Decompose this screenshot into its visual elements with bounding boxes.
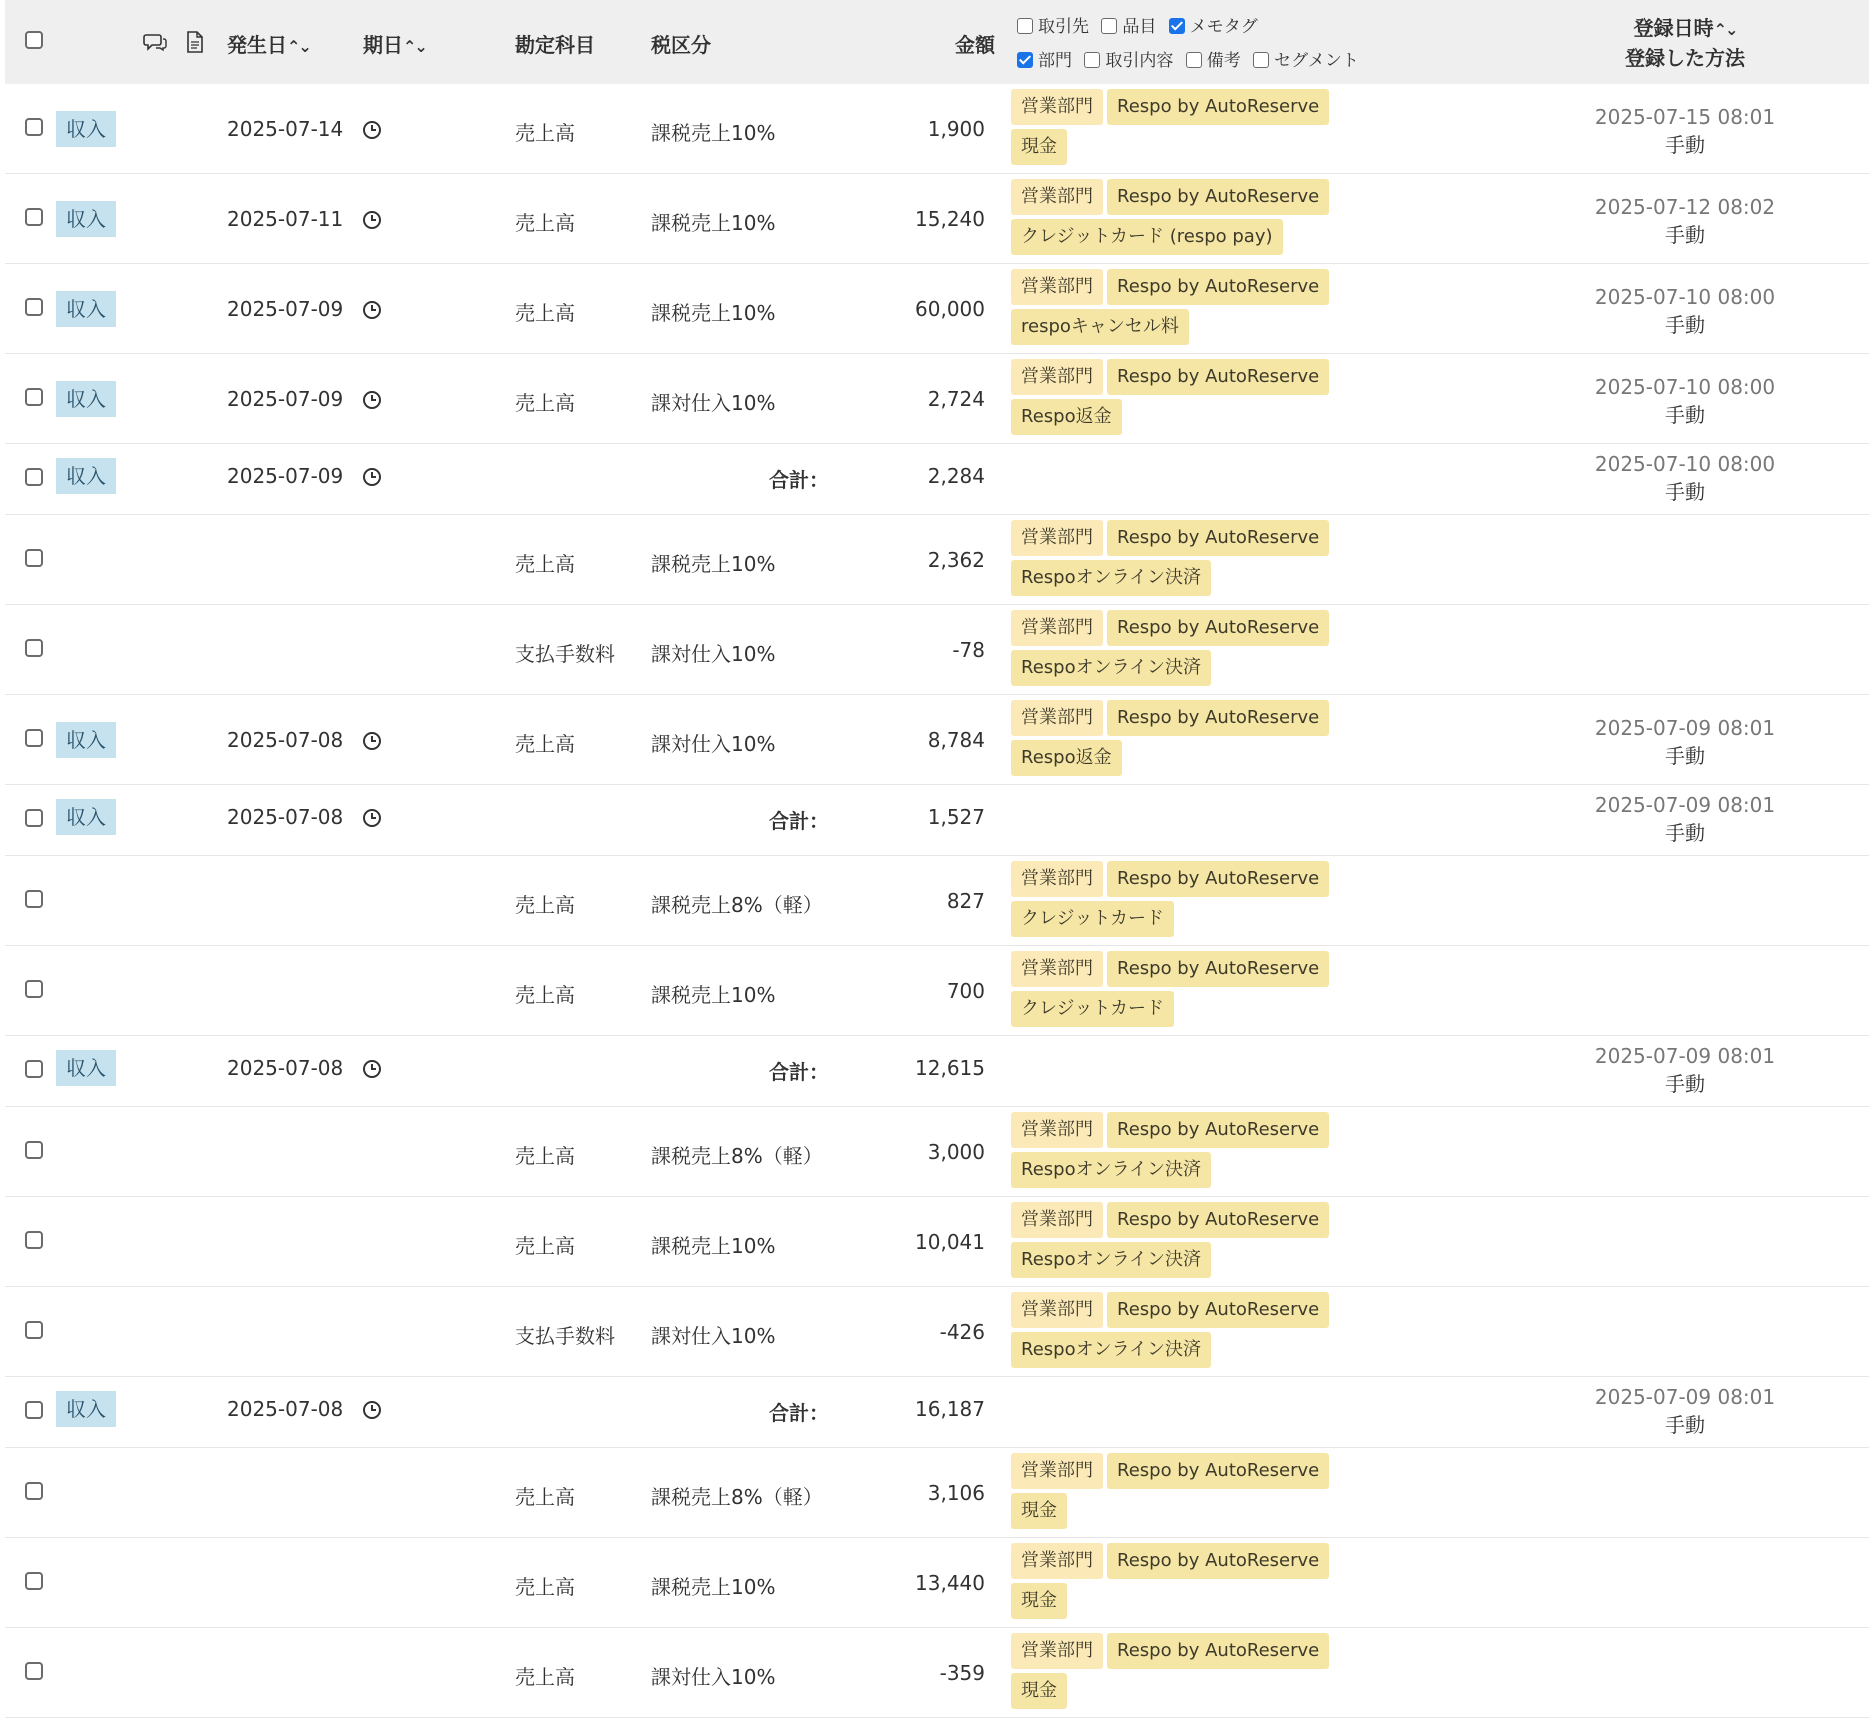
registered-info	[1565, 373, 1805, 429]
memo-tags	[1011, 1202, 1351, 1282]
memo-tags	[1011, 1453, 1351, 1533]
memo-tags	[1011, 520, 1351, 600]
table-row-detail[interactable]	[5, 1628, 1869, 1718]
registration-method: 手動	[1665, 1413, 1705, 1437]
memo-tags	[1011, 1112, 1351, 1192]
income-badge: 収入	[56, 1391, 116, 1427]
issue-date: 2025-07-08	[227, 1056, 344, 1080]
memo-tag[interactable]: 現金	[1011, 1673, 1067, 1709]
registered-datetime: 2025-07-12 08:02	[1594, 195, 1776, 219]
clock-icon[interactable]	[363, 809, 381, 827]
registered-info	[1565, 714, 1805, 770]
tax-category: 課税売上10%	[651, 211, 776, 235]
table-row-detail[interactable]	[5, 1538, 1869, 1628]
clock-icon[interactable]	[363, 211, 381, 229]
clock-icon[interactable]	[363, 1060, 381, 1078]
row-checkbox[interactable]	[25, 549, 43, 567]
account-name: 売上高	[515, 1234, 575, 1258]
table-row-detail[interactable]	[5, 1107, 1869, 1197]
dept-tag[interactable]: 営業部門	[1011, 951, 1103, 987]
registration-method: 手動	[1665, 480, 1705, 504]
amount: -78	[952, 638, 985, 662]
amount: 10,041	[915, 1230, 985, 1254]
col-amount-header: 金額	[955, 33, 995, 57]
option-segment[interactable]: セグメント	[1253, 46, 1359, 71]
memo-tags	[1011, 1292, 1351, 1372]
amount: 3,000	[927, 1140, 985, 1164]
issue-date: 2025-07-09	[227, 464, 344, 488]
memo-tag[interactable]: Respo by AutoReserve	[1107, 520, 1329, 556]
select-all-checkbox[interactable]	[25, 31, 43, 49]
registered-datetime: 2025-07-09 08:01	[1594, 793, 1776, 817]
memo-tag[interactable]: Respo by AutoReserve	[1107, 700, 1329, 736]
dept-tag[interactable]: 営業部門	[1011, 1633, 1103, 1669]
issue-date: 2025-07-08	[227, 728, 344, 752]
total-label: 合計：	[769, 1060, 829, 1084]
amount: 3,106	[927, 1481, 985, 1505]
dept-tag[interactable]: 営業部門	[1011, 1453, 1103, 1489]
table-row-detail[interactable]	[5, 1448, 1869, 1538]
option-partner[interactable]: 取引先	[1017, 12, 1089, 37]
tax-category: 課税売上10%	[651, 552, 776, 576]
amount: 2,284	[927, 464, 985, 488]
segment-checkbox[interactable]	[1253, 52, 1269, 68]
issue-date: 2025-07-14	[227, 117, 344, 141]
clock-icon[interactable]	[363, 468, 381, 486]
document-icon[interactable]	[186, 31, 204, 53]
tax-category: 課税売上8%（軽）	[651, 893, 823, 917]
tax-category: 課対仕入10%	[651, 732, 776, 756]
amount: 1,900	[927, 117, 985, 141]
dept-checkbox[interactable]	[1017, 52, 1033, 68]
amount: 700	[946, 979, 985, 1003]
comment-icon[interactable]	[143, 32, 167, 52]
registration-method: 手動	[1665, 313, 1705, 337]
row-checkbox[interactable]	[25, 890, 43, 908]
note-checkbox[interactable]	[1186, 52, 1202, 68]
dept-tag[interactable]: 営業部門	[1011, 1292, 1103, 1328]
row-checkbox[interactable]	[25, 1401, 43, 1419]
income-badge: 収入	[56, 1050, 116, 1086]
amount: 12,615	[915, 1056, 985, 1080]
total-label: 合計：	[769, 809, 829, 833]
dept-tag[interactable]: 営業部門	[1011, 700, 1103, 736]
registered-info	[1565, 283, 1805, 339]
memo-tag[interactable]: Respo by AutoReserve	[1107, 1292, 1329, 1328]
account-name: 支払手数料	[515, 1324, 615, 1348]
row-checkbox[interactable]	[25, 298, 43, 316]
table-row[interactable]	[5, 354, 1869, 444]
memo-tag[interactable]: クレジットカード	[1011, 991, 1174, 1027]
table-row-detail[interactable]	[5, 1287, 1869, 1377]
option-note[interactable]: 備考	[1186, 46, 1241, 71]
col-due-header[interactable]: 期日⌃⌄	[363, 33, 426, 57]
col-registered-header[interactable]: 登録日時⌃⌄ 登録した方法	[1565, 14, 1805, 72]
row-checkbox[interactable]	[25, 208, 43, 226]
memo-tags	[1011, 359, 1351, 439]
clock-icon[interactable]	[363, 732, 381, 750]
registration-method: 手動	[1665, 1072, 1705, 1096]
registered-datetime: 2025-07-15 08:01	[1594, 105, 1776, 129]
registered-datetime: 2025-07-09 08:01	[1594, 716, 1776, 740]
memo-tag[interactable]: 現金	[1011, 1493, 1067, 1529]
option-item[interactable]: 品目	[1101, 12, 1156, 37]
row-checkbox[interactable]	[25, 980, 43, 998]
total-label: 合計：	[769, 1401, 829, 1425]
registration-method: 手動	[1665, 223, 1705, 247]
amount: 1,527	[927, 805, 985, 829]
memo-tags	[1011, 1633, 1351, 1713]
income-badge: 収入	[56, 201, 116, 237]
tax-category: 課税売上10%	[651, 1575, 776, 1599]
memo-tag[interactable]: クレジットカード (respo pay)	[1011, 219, 1283, 255]
dept-tag[interactable]: 営業部門	[1011, 1202, 1103, 1238]
registered-info	[1565, 1383, 1805, 1439]
clock-icon[interactable]	[363, 301, 381, 319]
dept-tag[interactable]: 営業部門	[1011, 269, 1103, 305]
tax-category: 課対仕入10%	[651, 1324, 776, 1348]
tax-category: 課対仕入10%	[651, 391, 776, 415]
row-checkbox[interactable]	[25, 388, 43, 406]
option-dept[interactable]: 部門	[1017, 46, 1072, 71]
memo-tags	[1011, 951, 1351, 1031]
tax-category: 課対仕入10%	[651, 1665, 776, 1689]
issue-date: 2025-07-08	[227, 805, 344, 829]
partner-checkbox[interactable]	[1017, 18, 1033, 34]
memo-tag-checkbox[interactable]	[1169, 18, 1185, 34]
memo-tags	[1011, 700, 1351, 780]
registered-info	[1565, 193, 1805, 249]
income-badge: 収入	[56, 291, 116, 327]
memo-tag[interactable]: Respo by AutoReserve	[1107, 1112, 1329, 1148]
amount: 16,187	[915, 1397, 985, 1421]
registered-datetime: 2025-07-10 08:00	[1594, 375, 1776, 399]
memo-tag[interactable]: Respo by AutoReserve	[1107, 1633, 1329, 1669]
memo-tags	[1011, 861, 1351, 941]
tax-category: 課税売上10%	[651, 1234, 776, 1258]
row-checkbox[interactable]	[25, 809, 43, 827]
memo-tag[interactable]: Respo by AutoReserve	[1107, 610, 1329, 646]
table-row-detail[interactable]	[5, 1197, 1869, 1287]
item-checkbox[interactable]	[1101, 18, 1117, 34]
memo-tag[interactable]: Respo by AutoReserve	[1107, 1543, 1329, 1579]
amount: -359	[939, 1661, 985, 1685]
registered-datetime: 2025-07-10 08:00	[1594, 285, 1776, 309]
memo-tag[interactable]: 現金	[1011, 1583, 1067, 1619]
col-date-header[interactable]: 発生日⌃⌄	[227, 33, 310, 57]
column-options-row1	[1017, 12, 1264, 37]
registered-info	[1565, 103, 1805, 159]
tax-category: 課税売上8%（軽）	[651, 1485, 823, 1509]
table-row[interactable]	[5, 264, 1869, 354]
amount: 827	[946, 889, 985, 913]
row-checkbox[interactable]	[25, 1060, 43, 1078]
issue-date: 2025-07-09	[227, 387, 344, 411]
transactions-table	[5, 0, 1869, 1718]
option-memo-tag[interactable]: メモタグ	[1169, 12, 1258, 37]
income-badge: 収入	[56, 381, 116, 417]
total-label: 合計：	[769, 468, 829, 492]
account-name: 売上高	[515, 301, 575, 325]
memo-tag[interactable]: クレジットカード	[1011, 901, 1174, 937]
account-name: 売上高	[515, 1665, 575, 1689]
row-checkbox[interactable]	[25, 639, 43, 657]
memo-tags	[1011, 89, 1351, 169]
memo-tag[interactable]: 現金	[1011, 129, 1067, 165]
memo-tag[interactable]: Respo by AutoReserve	[1107, 1202, 1329, 1238]
amount: 15,240	[915, 207, 985, 231]
table-row-total[interactable]	[5, 444, 1869, 515]
tax-category: 課税売上10%	[651, 301, 776, 325]
table-row-detail[interactable]	[5, 856, 1869, 946]
sort-icon[interactable]: ⌃⌄	[287, 37, 310, 56]
row-checkbox[interactable]	[25, 118, 43, 136]
dept-tag[interactable]: 営業部門	[1011, 610, 1103, 646]
table-row-total[interactable]	[5, 785, 1869, 856]
memo-tag[interactable]: Respoオンライン決済	[1011, 650, 1211, 686]
account-name: 売上高	[515, 211, 575, 235]
account-name: 売上高	[515, 552, 575, 576]
dept-tag[interactable]: 営業部門	[1011, 1112, 1103, 1148]
tax-category: 課対仕入10%	[651, 642, 776, 666]
registered-info	[1565, 791, 1805, 847]
registration-method: 手動	[1665, 133, 1705, 157]
col-account-header: 勘定科目	[515, 33, 595, 57]
table-row-detail[interactable]	[5, 605, 1869, 695]
option-desc[interactable]: 取引内容	[1084, 46, 1173, 71]
col-method-header: 登録した方法	[1625, 46, 1745, 70]
sort-icon[interactable]: ⌃⌄	[403, 37, 426, 56]
table-row-total[interactable]	[5, 1377, 1869, 1448]
table-body	[5, 84, 1869, 1718]
registered-datetime: 2025-07-09 08:01	[1594, 1385, 1776, 1409]
row-checkbox[interactable]	[25, 1231, 43, 1249]
table-row[interactable]	[5, 174, 1869, 264]
income-badge: 収入	[56, 799, 116, 835]
tax-category: 課税売上10%	[651, 121, 776, 145]
registered-datetime: 2025-07-10 08:00	[1594, 452, 1776, 476]
memo-tags	[1011, 179, 1351, 259]
memo-tag[interactable]: Respoオンライン決済	[1011, 560, 1211, 596]
account-name: 売上高	[515, 732, 575, 756]
registration-method: 手動	[1665, 821, 1705, 845]
memo-tag[interactable]: respoキャンセル料	[1011, 309, 1189, 345]
amount: -426	[939, 1320, 985, 1344]
amount: 2,724	[927, 387, 985, 411]
dept-tag[interactable]: 営業部門	[1011, 359, 1103, 395]
tax-category: 課税売上10%	[651, 983, 776, 1007]
registered-info	[1565, 1042, 1805, 1098]
dept-tag[interactable]: 営業部門	[1011, 179, 1103, 215]
row-checkbox[interactable]	[25, 1321, 43, 1339]
sort-icon[interactable]: ⌃⌄	[1713, 20, 1737, 39]
issue-date: 2025-07-11	[227, 207, 344, 231]
registration-method: 手動	[1665, 744, 1705, 768]
account-name: 売上高	[515, 893, 575, 917]
memo-tag[interactable]: Respoオンライン決済	[1011, 1332, 1211, 1368]
income-badge: 収入	[56, 722, 116, 758]
clock-icon[interactable]	[363, 391, 381, 409]
memo-tag[interactable]: Respo by AutoReserve	[1107, 861, 1329, 897]
table-row-detail[interactable]	[5, 515, 1869, 605]
row-checkbox[interactable]	[25, 468, 43, 486]
row-checkbox[interactable]	[25, 729, 43, 747]
memo-tags	[1011, 1543, 1351, 1623]
account-name: 売上高	[515, 1485, 575, 1509]
account-name: 売上高	[515, 1575, 575, 1599]
issue-date: 2025-07-08	[227, 1397, 344, 1421]
amount: 2,362	[927, 548, 985, 572]
memo-tag[interactable]: Respo返金	[1011, 399, 1122, 435]
tax-category: 課税売上8%（軽）	[651, 1144, 823, 1168]
amount: 60,000	[915, 297, 985, 321]
memo-tag[interactable]: Respo返金	[1011, 740, 1122, 776]
col-tax-header: 税区分	[651, 33, 711, 57]
table-row[interactable]	[5, 695, 1869, 785]
memo-tag[interactable]: Respo by AutoReserve	[1107, 359, 1329, 395]
table-row[interactable]	[5, 84, 1869, 174]
table-row-detail[interactable]	[5, 946, 1869, 1036]
account-name: 売上高	[515, 983, 575, 1007]
row-checkbox[interactable]	[25, 1482, 43, 1500]
dept-tag[interactable]: 営業部門	[1011, 1543, 1103, 1579]
memo-tag[interactable]: Respoオンライン決済	[1011, 1242, 1211, 1278]
memo-tag[interactable]: Respoオンライン決済	[1011, 1152, 1211, 1188]
clock-icon[interactable]	[363, 1401, 381, 1419]
amount: 13,440	[915, 1571, 985, 1595]
row-checkbox[interactable]	[25, 1572, 43, 1590]
account-name: 売上高	[515, 391, 575, 415]
table-row-total[interactable]	[5, 1036, 1869, 1107]
memo-tag[interactable]: Respo by AutoReserve	[1107, 179, 1329, 215]
column-options-row2	[1017, 46, 1365, 71]
row-checkbox[interactable]	[25, 1141, 43, 1159]
income-badge: 収入	[56, 458, 116, 494]
registered-info	[1565, 450, 1805, 506]
desc-checkbox[interactable]	[1084, 52, 1100, 68]
memo-tag[interactable]: Respo by AutoReserve	[1107, 269, 1329, 305]
memo-tag[interactable]: Respo by AutoReserve	[1107, 1453, 1329, 1489]
amount: 8,784	[927, 728, 985, 752]
clock-icon[interactable]	[363, 121, 381, 139]
memo-tags	[1011, 610, 1351, 690]
income-badge: 収入	[56, 111, 116, 147]
memo-tag[interactable]: Respo by AutoReserve	[1107, 951, 1329, 987]
account-name: 支払手数料	[515, 642, 615, 666]
registration-method: 手動	[1665, 403, 1705, 427]
account-name: 売上高	[515, 121, 575, 145]
table-header	[5, 0, 1869, 84]
registered-datetime: 2025-07-09 08:01	[1594, 1044, 1776, 1068]
memo-tag[interactable]: Respo by AutoReserve	[1107, 89, 1329, 125]
account-name: 売上高	[515, 1144, 575, 1168]
memo-tags	[1011, 269, 1351, 349]
dept-tag[interactable]: 営業部門	[1011, 861, 1103, 897]
dept-tag[interactable]: 営業部門	[1011, 89, 1103, 125]
dept-tag[interactable]: 営業部門	[1011, 520, 1103, 556]
issue-date: 2025-07-09	[227, 297, 344, 321]
row-checkbox[interactable]	[25, 1662, 43, 1680]
